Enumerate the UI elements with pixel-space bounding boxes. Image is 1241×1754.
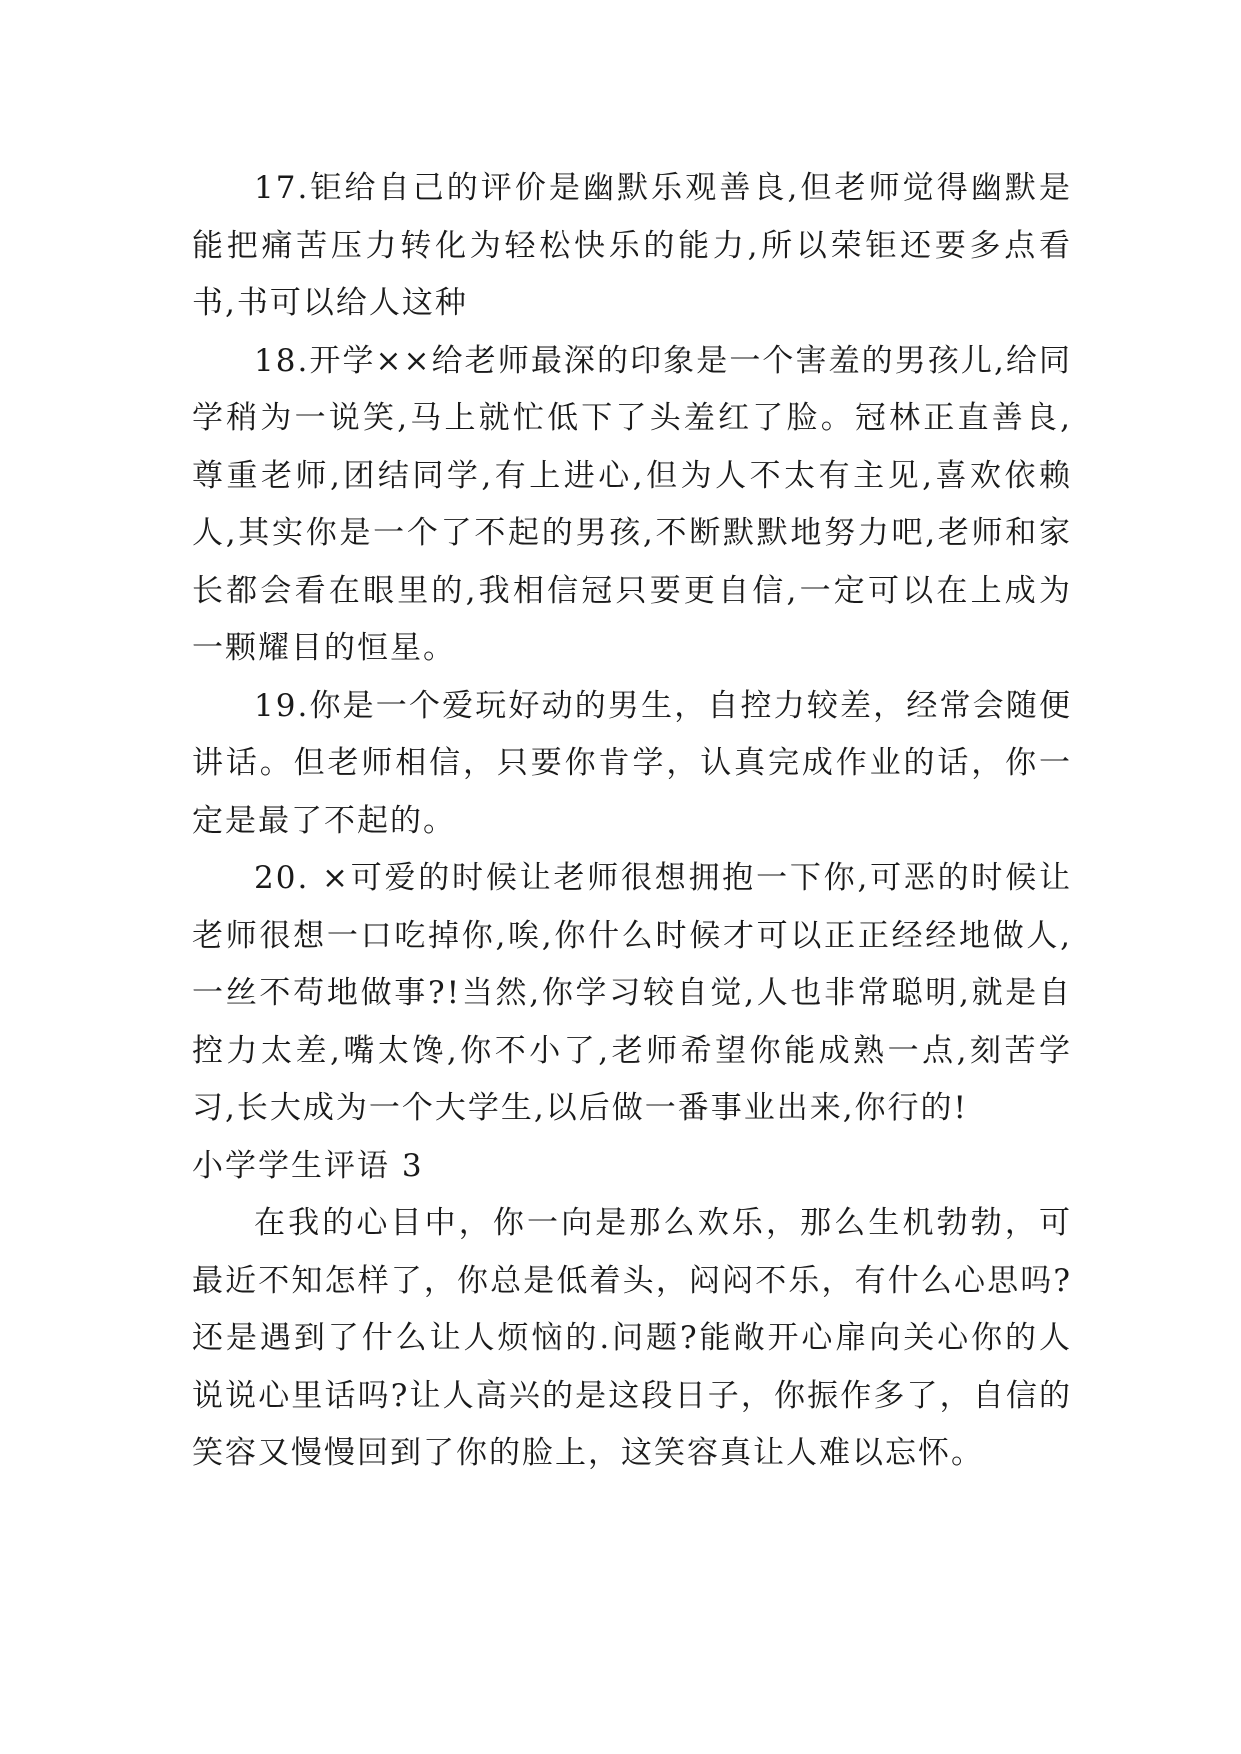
section-paragraph: 在我的心目中，你一向是那么欢乐，那么生机勃勃，可最近不知怎样了，你总是低着头，闷闷不乐，有什么心思吗?还是遇到了什么让人烦恼的.问题?能敞开心扉向关心你的人说说心里话吗?让人高兴的是这段日子，你振作多了，自信的笑容又慢慢回到了你的脸上，这笑容真让人难以忘怀。 — [192, 1205, 1072, 1471]
comment-paragraph-18: 18.开学××给老师最深的印象是一个害羞的男孩儿,给同学稍为一说笑,马上就忙低下了头羞红了脸。冠林正直善良,尊重老师,团结同学,有上进心,但为人不太有主见,喜欢依赖人,其实你是一个了不起的男孩,不断默默地努力吧,老师和家长都会看在眼里的,我相信冠只要更自信,一定可以在上成为一颗耀目的恒星。 — [192, 342, 1072, 666]
document-body — [192, 160, 1072, 1483]
comment-paragraph-19: 19.你是一个爱玩好动的男生，自控力较差，经常会随便讲话。但老师相信，只要你肯学，认真完成作业的话，你一定是最了不起的。 — [192, 687, 1072, 839]
comment-paragraph-17: 17.钜给自己的评价是幽默乐观善良,但老师觉得幽默是能把痛苦压力转化为轻松快乐的能力,所以荣钜还要多点看书,书可以给人这种 — [192, 170, 1072, 321]
comment-paragraph-20: 20. ×可爱的时候让老师很想拥抱一下你,可恶的时候让老师很想一口吃掉你,唉,你什么时候才可以正正经经地做人,一丝不苟地做事?!当然,你学习较自觉,人也非常聪明,就是自控力太差,嘴太馋,你不小了,老师希望你能成熟一点,刻苦学习,长大成为一个大学生,以后做一番事业出来,你行的! — [192, 860, 1072, 1126]
section-heading: 小学学生评语 3 — [192, 1147, 424, 1184]
